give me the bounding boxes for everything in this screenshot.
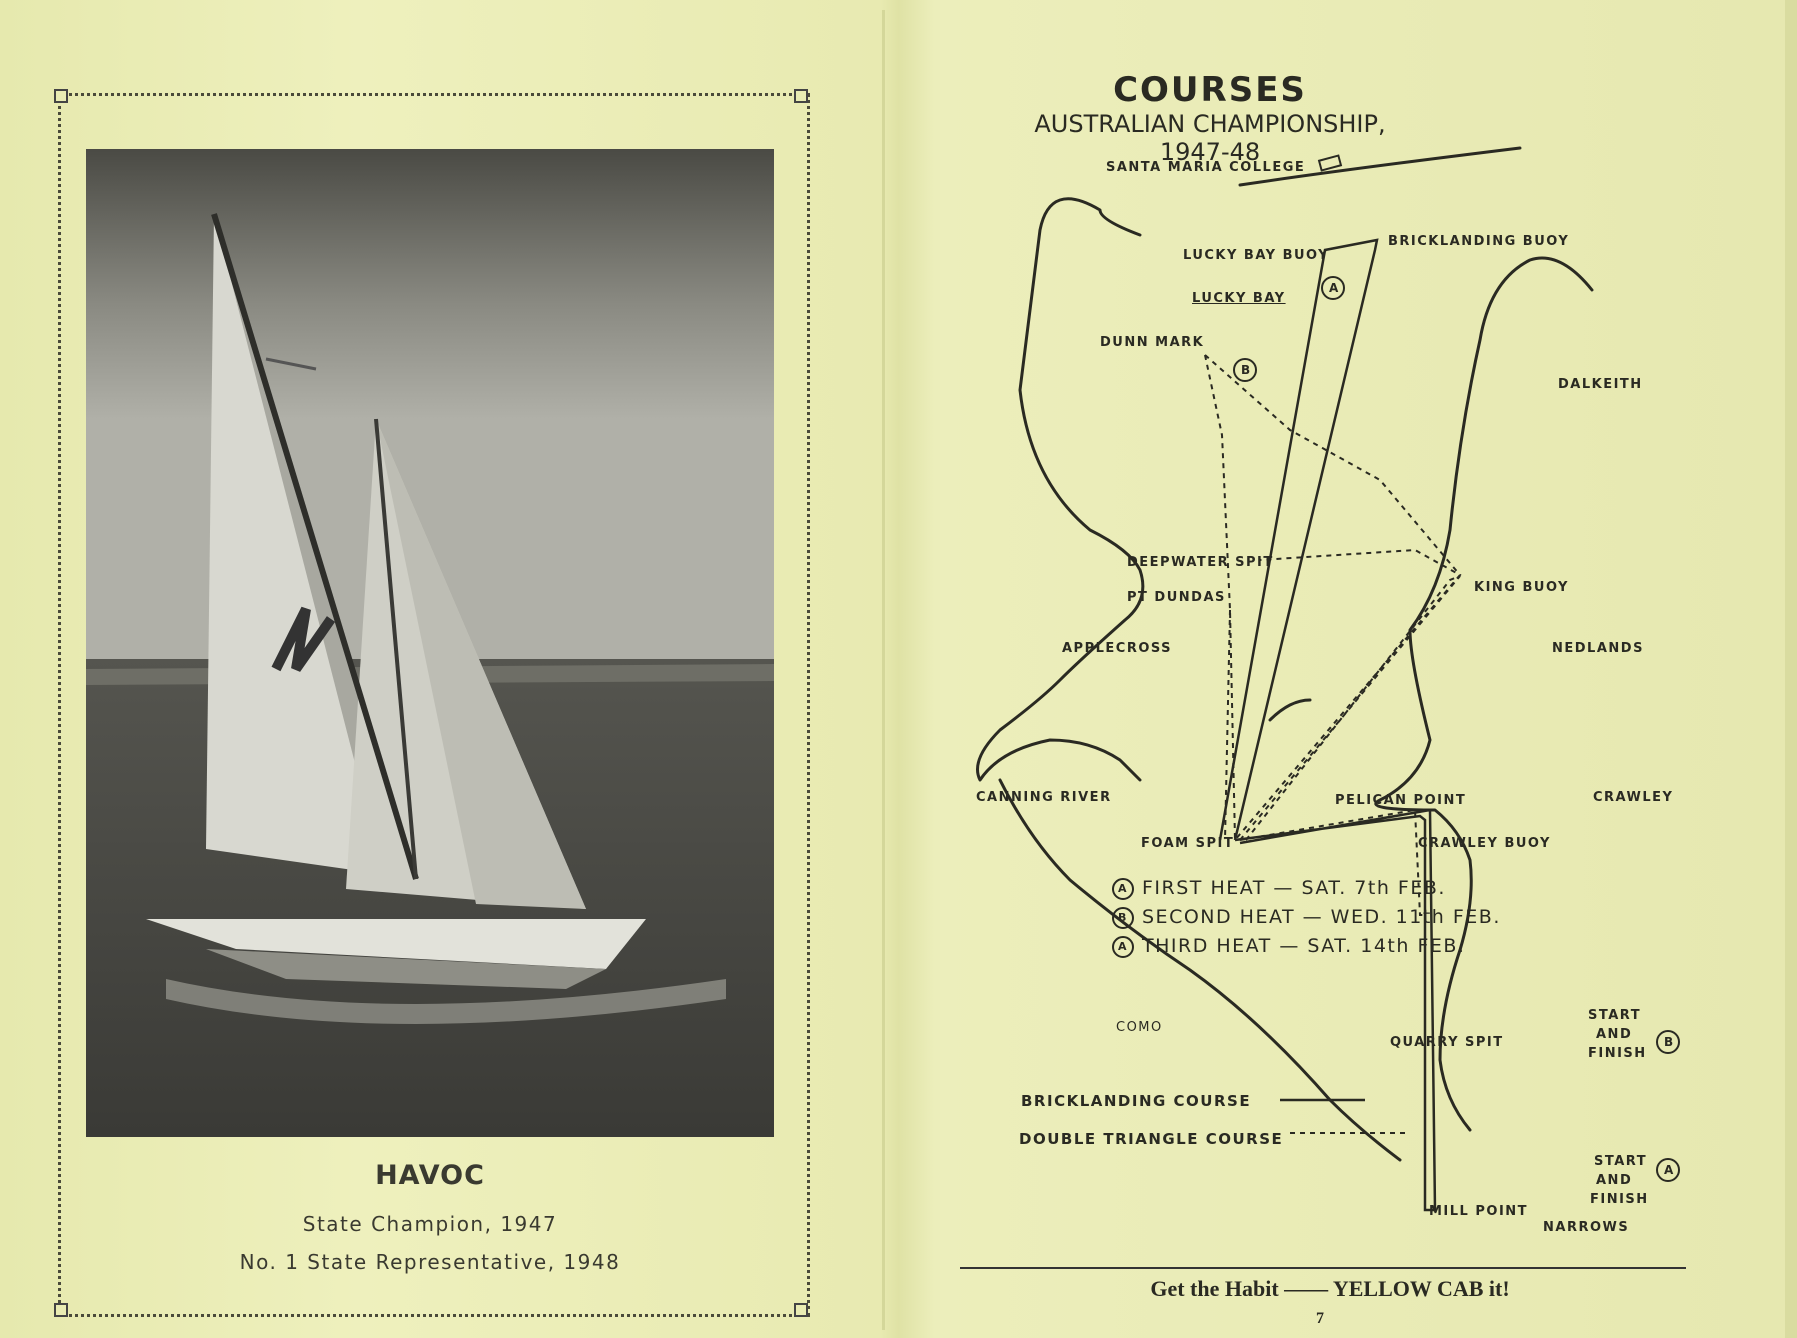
page-subtitle: AUSTRALIAN CHAMPIONSHIP, 1947-48 bbox=[1034, 110, 1386, 166]
yacht-name: HAVOC bbox=[375, 1160, 485, 1191]
heat-item bbox=[1112, 935, 1465, 958]
label-dalkeith: DALKEITH bbox=[1558, 377, 1643, 392]
label-pelican-point: PELICAN POINT bbox=[1335, 793, 1467, 808]
label-lucky-bay: LUCKY BAY bbox=[1192, 291, 1286, 306]
label-pt-dundas: PT DUNDAS bbox=[1127, 590, 1226, 605]
caption-line-2: No. 1 State Representative, 1948 bbox=[239, 1250, 621, 1274]
label-and-b: AND bbox=[1596, 1027, 1633, 1042]
legend-double-triangle-course: DOUBLE TRIANGLE COURSE bbox=[1019, 1130, 1284, 1148]
heat-item bbox=[1112, 906, 1501, 929]
frame-corner bbox=[794, 89, 808, 103]
label-como: COMO bbox=[1116, 1020, 1163, 1035]
label-mill-point: MILL POINT bbox=[1429, 1204, 1529, 1219]
label-bricklanding-buoy: BRICKLANDING BUOY bbox=[1388, 234, 1570, 249]
map-marker-b: B bbox=[1664, 1035, 1675, 1049]
label-narrows: NARROWS bbox=[1543, 1220, 1630, 1235]
page-edge bbox=[1785, 0, 1797, 1338]
label-finish-b: FINISH bbox=[1588, 1046, 1647, 1061]
label-deepwater-spit: DEEPWATER SPIT bbox=[1127, 555, 1274, 570]
map-marker-b: B bbox=[1241, 363, 1252, 377]
frame-corner bbox=[794, 1303, 808, 1317]
caption-line-1: State Champion, 1947 bbox=[302, 1212, 558, 1236]
heat-marker: B bbox=[1112, 907, 1134, 929]
label-king-buoy: KING BUOY bbox=[1474, 580, 1569, 595]
label-canning-river: CANNING RIVER bbox=[976, 790, 1112, 805]
map-marker-a: A bbox=[1329, 281, 1340, 295]
course-map bbox=[940, 140, 1680, 1240]
label-lucky-bay-buoy: LUCKY BAY BUOY bbox=[1183, 248, 1330, 263]
label-applecross: APPLECROSS bbox=[1062, 641, 1173, 656]
footer-rule bbox=[960, 1267, 1686, 1269]
label-santa-maria-college: SANTA MARIA COLLEGE bbox=[1106, 160, 1306, 175]
label-quarry-spit: QUARRY SPIT bbox=[1390, 1035, 1504, 1050]
label-crawley-buoy: CRAWLEY BUOY bbox=[1418, 836, 1551, 851]
label-start-a: START bbox=[1594, 1154, 1648, 1169]
heat-text: SECOND HEAT — WED. 11th FEB. bbox=[1142, 906, 1501, 928]
frame-corner bbox=[54, 89, 68, 103]
heat-text: FIRST HEAT — SAT. 7th FEB. bbox=[1142, 877, 1446, 899]
page-title: COURSES bbox=[1113, 70, 1307, 110]
frame-corner bbox=[54, 1303, 68, 1317]
label-nedlands: NEDLANDS bbox=[1552, 641, 1644, 656]
heat-marker: A bbox=[1112, 878, 1134, 900]
heat-text: THIRD HEAT — SAT. 14th FEB. bbox=[1142, 935, 1466, 957]
footer-advert: Get the Habit —— YELLOW CAB it! bbox=[1150, 1276, 1510, 1301]
label-foam-spit: FOAM SPIT bbox=[1141, 836, 1235, 851]
heat-marker: A bbox=[1112, 936, 1134, 958]
yacht-photograph bbox=[86, 149, 774, 1137]
heat-item bbox=[1112, 877, 1446, 900]
label-crawley: CRAWLEY bbox=[1593, 790, 1674, 805]
page-number: 7 bbox=[1316, 1310, 1324, 1327]
label-and-a: AND bbox=[1596, 1173, 1633, 1188]
label-finish-a: FINISH bbox=[1590, 1192, 1649, 1207]
label-start-b: START bbox=[1588, 1008, 1642, 1023]
legend-bricklanding-course: BRICKLANDING COURSE bbox=[1021, 1092, 1252, 1110]
map-marker-a: A bbox=[1664, 1163, 1675, 1177]
center-fold bbox=[882, 10, 885, 1330]
label-dunn-mark: DUNN MARK bbox=[1100, 335, 1205, 350]
